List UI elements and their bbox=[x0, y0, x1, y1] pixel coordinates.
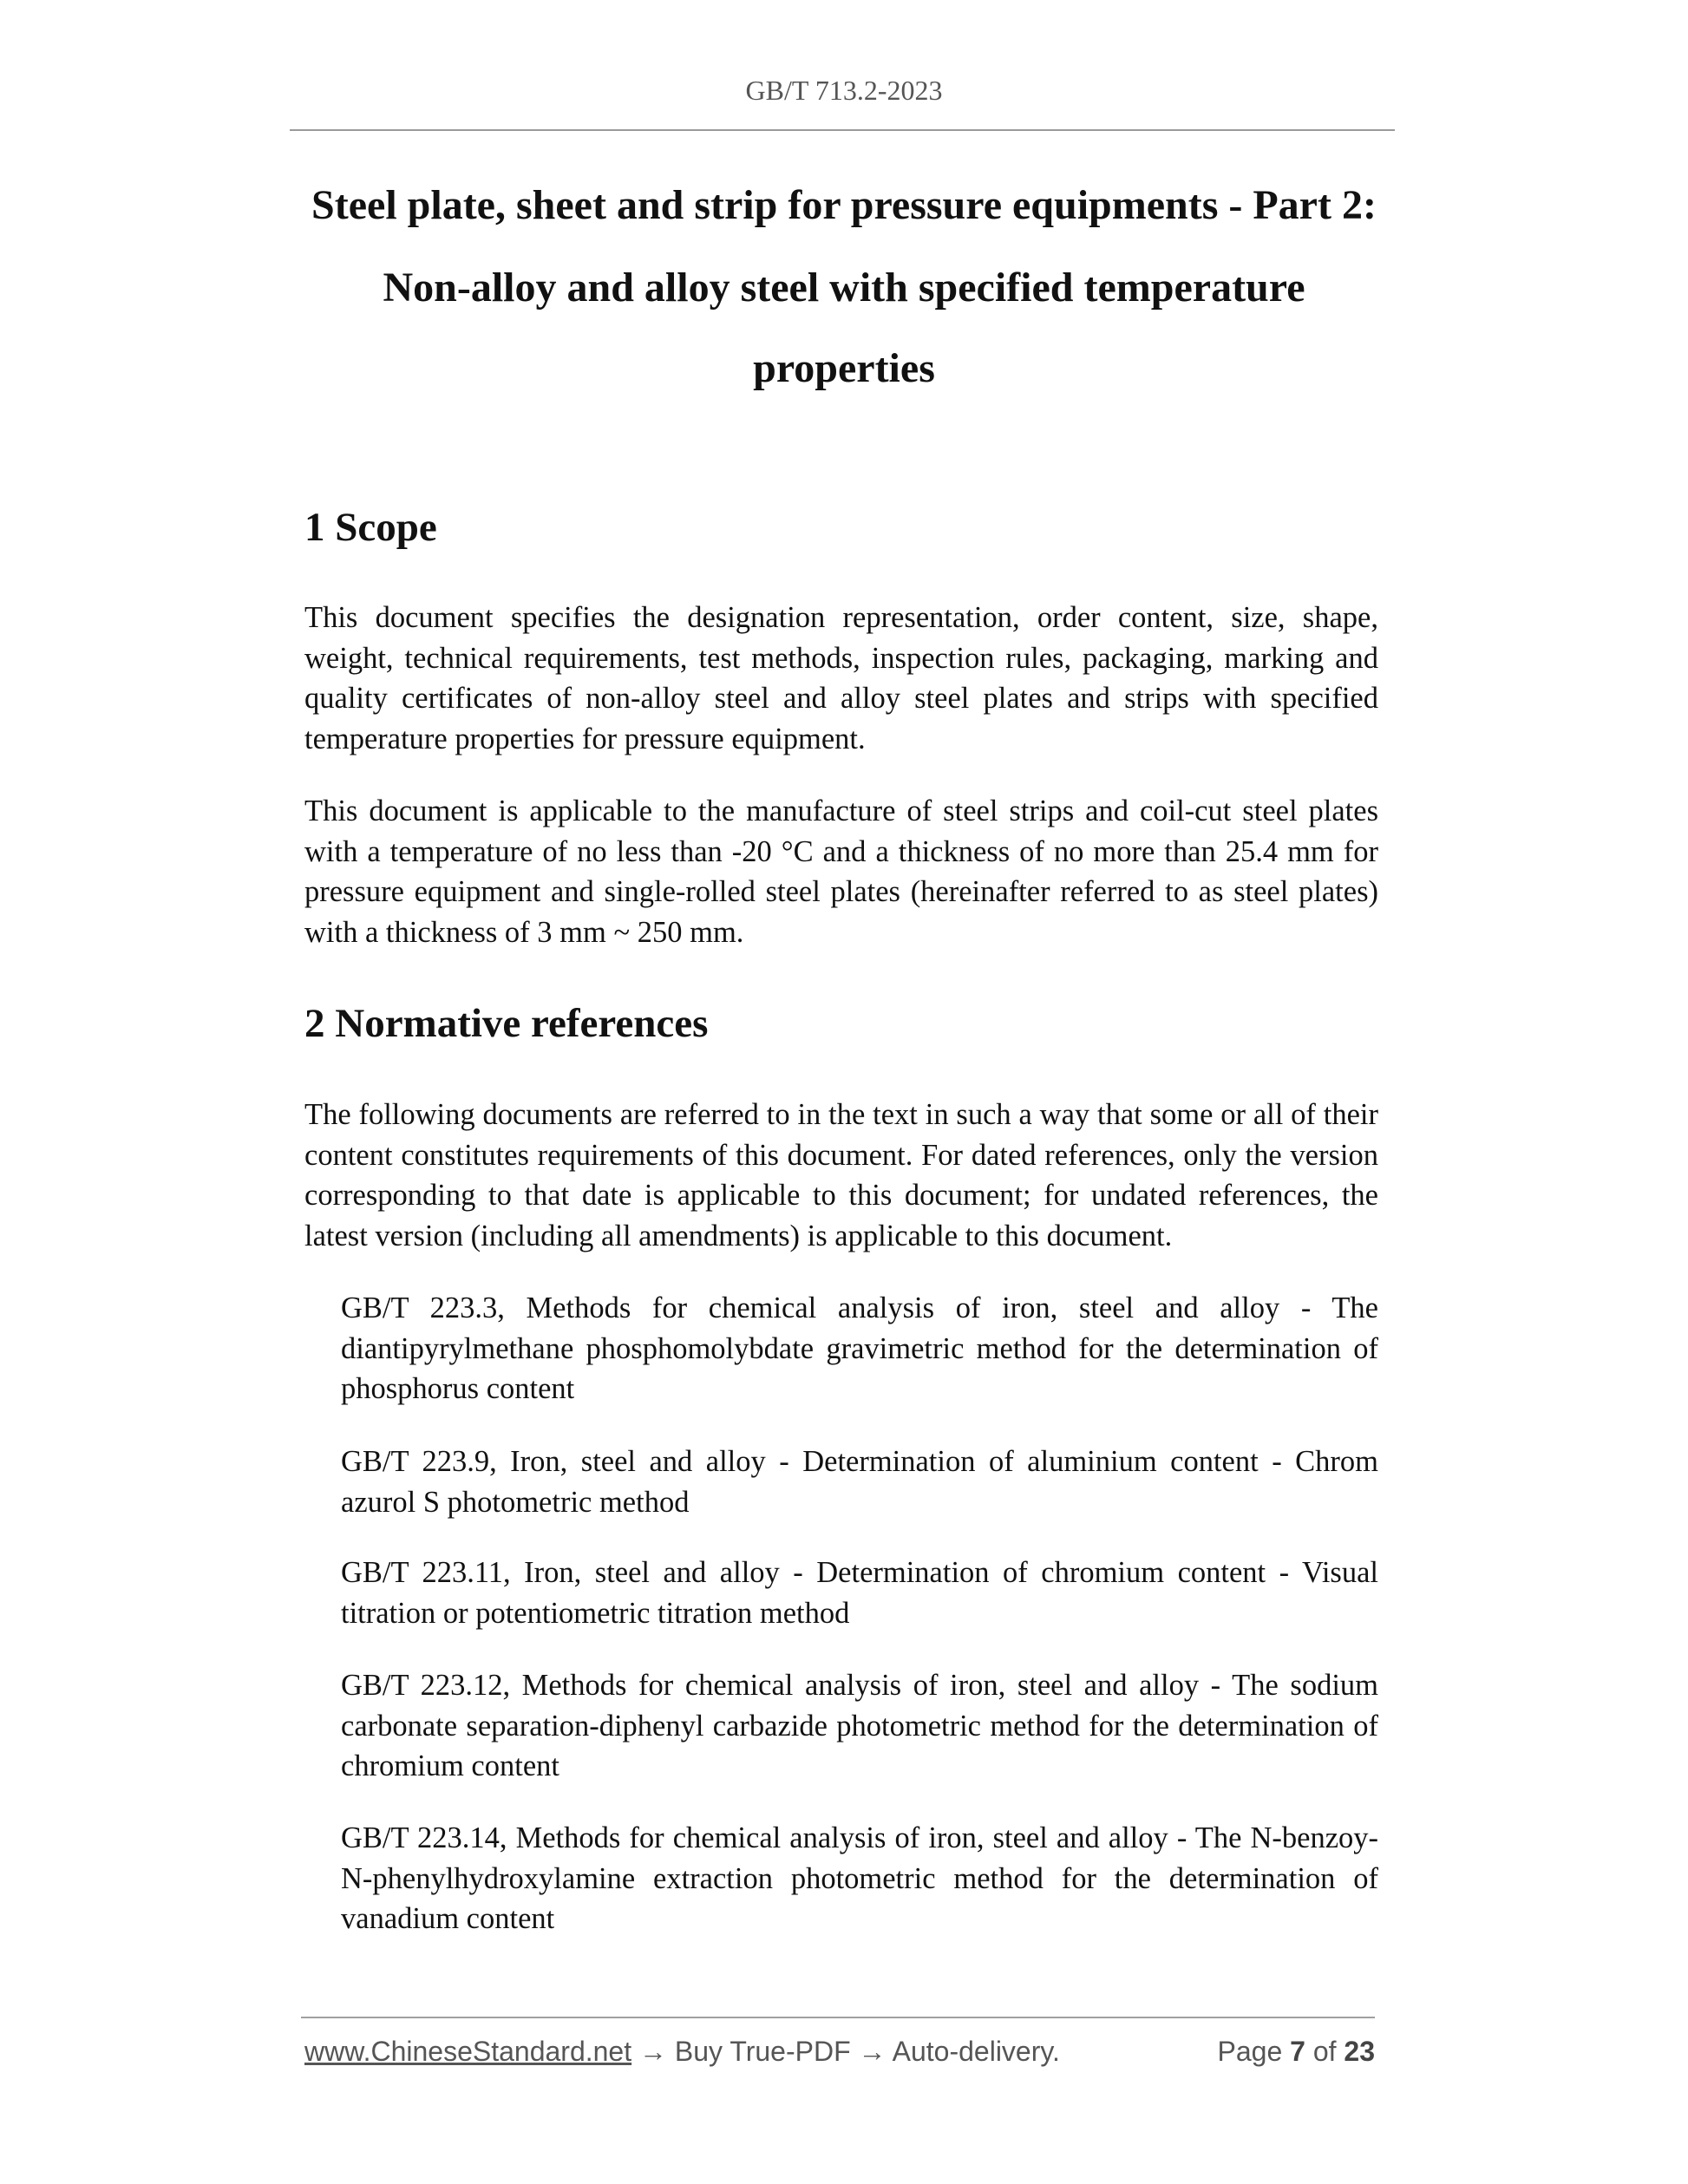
reference-item: GB/T 223.11, Iron, steel and alloy - Determination of chromium content - Visual titration or potentiometric titration method bbox=[341, 1556, 1378, 1630]
section-heading-scope: 1 Scope bbox=[304, 505, 437, 550]
scope-paragraph-2: This document is applicable to the manufacture of steel strips and coil-cut steel plates with a temperature of no less than -20 °C and a thickness of no more than 25.4 mm for pressure equipment and single-rolled steel plates (hereinafter referred to as steel plates) with a thickness of 3 mm ~ 250 mm. bbox=[304, 794, 1378, 949]
page-indicator bbox=[1218, 2036, 1375, 2068]
reference-item: GB/T 223.12, Methods for chemical analysis of iron, steel and alloy - The sodium carbonate separation-diphenyl carbazide photometric method for the determination of chromium content bbox=[341, 1669, 1378, 1782]
page-footer bbox=[304, 2036, 1375, 2068]
document-header-id: GB/T 713.2-2023 bbox=[745, 75, 943, 106]
page-current: 7 bbox=[1290, 2036, 1305, 2067]
reference-item: GB/T 223.3, Methods for chemical analysis of iron, steel and alloy - The diantipyrylmethane phosphomolybdate gravimetric method for the determination of phosphorus content bbox=[341, 1291, 1378, 1405]
footer-step-delivery: Auto-delivery. bbox=[892, 2036, 1060, 2067]
footer-promo bbox=[304, 2036, 1060, 2068]
page-of-label: of bbox=[1312, 2036, 1337, 2067]
page-total: 23 bbox=[1344, 2036, 1375, 2067]
arrow-right-icon: → bbox=[858, 2036, 887, 2067]
scope-paragraph-1: This document specifies the designation representation, order content, size, shape, weight, technical requirements, test methods, inspection rules, packaging, marking and quality certificates of non-alloy steel and alloy steel plates and strips with specified temperature properties for pressure equipment. bbox=[304, 601, 1378, 755]
footer-step-buy: Buy True-PDF bbox=[674, 2036, 851, 2067]
page-label: Page bbox=[1217, 2036, 1283, 2067]
title-line-1: Steel plate, sheet and strip for pressure equipments - Part 2: bbox=[311, 182, 1377, 228]
normative-references-intro: The following documents are referred to in the text in such a way that some or all of their content constitutes requirements of this document. For dated references, only the version corresponding to that date is applicable to this document; for undated references, the latest version (including all amendments) is applicable to this document. bbox=[304, 1098, 1378, 1252]
footer-divider bbox=[301, 2017, 1375, 2018]
arrow-right-icon: → bbox=[639, 2036, 667, 2067]
title-line-3: properties bbox=[753, 345, 935, 391]
chinesestandard-link[interactable]: www.ChineseStandard.net bbox=[304, 2036, 632, 2067]
reference-item: GB/T 223.9, Iron, steel and alloy - Determination of aluminium content - Chrom azurol S photometric method bbox=[341, 1445, 1378, 1519]
section-heading-normative-references: 2 Normative references bbox=[304, 1001, 709, 1046]
title-line-2: Non-alloy and alloy steel with specified temperature bbox=[383, 265, 1305, 311]
reference-item: GB/T 223.14, Methods for chemical analysis of iron, steel and alloy - The N-benzoy-N-phenylhydroxylamine extraction photometric method for the determination of vanadium content bbox=[341, 1821, 1378, 1935]
header-divider bbox=[290, 129, 1395, 131]
